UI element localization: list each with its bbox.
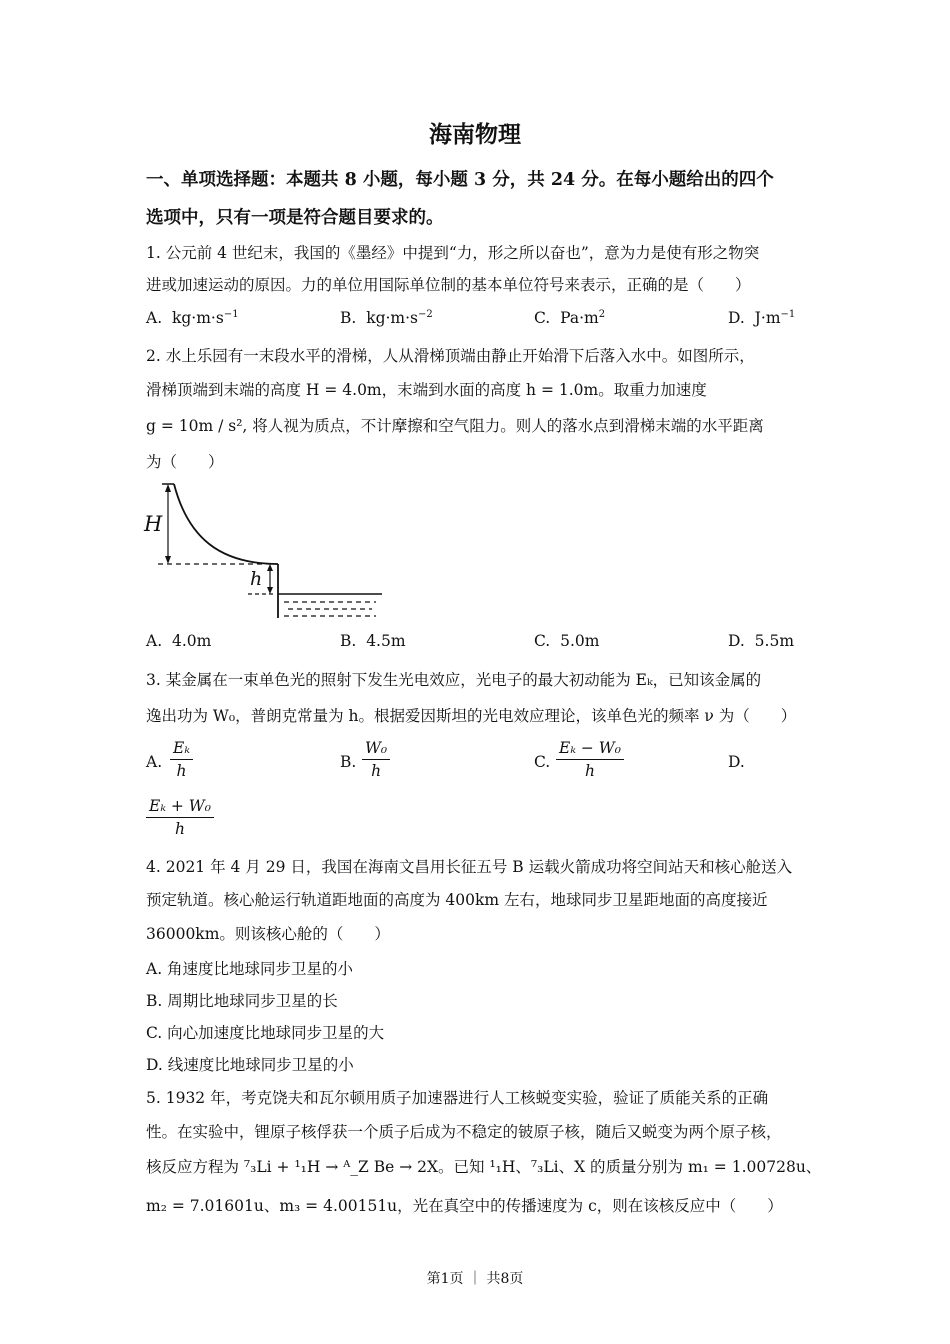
section-heading-line1: 一、单项选择题：本题共 8 小题，每小题 3 分，共 24 分。在每小题给出的四个	[146, 170, 774, 190]
page-footer: 第1页 ｜ 共8页	[426, 1271, 524, 1287]
q5-stem-line2: 性。在实验中，锂原子核俘获一个质子后成为不稳定的铍原子核，随后又蜕变为两个原子核，	[146, 1123, 782, 1141]
q4-option-b: B. 周期比地球同步卫星的长	[146, 992, 338, 1010]
q4-stem-line1: 4. 2021 年 4 月 29 日，我国在海南文昌用长征五号 B 运载火箭成功将空间站天和核心舱送入	[146, 858, 793, 876]
q1-option-d: D. $J\cdot m^{-1}$	[728, 309, 796, 328]
q1-option-c: C. $Pa\cdot m^2$	[534, 309, 606, 328]
q3-option-d-fraction: $\frac{\text{Eₖ + W₀}}{h}$	[146, 797, 214, 838]
q3-option-c-fraction: $\frac{\text{Eₖ − W₀}}{h}$	[556, 739, 624, 780]
q4-option-a: A. 角速度比地球同步卫星的小	[146, 960, 354, 978]
q4-option-c: C. 向心加速度比地球同步卫星的大	[146, 1024, 385, 1042]
q2-stem-line2: 滑梯顶端到末端的高度 H = 4.0m，末端到水面的高度 h = 1.0m。取重力加速度	[146, 381, 707, 399]
q3-stem-line1: 3. 某金属在一束单色光的照射下发生光电效应，光电子的最大初动能为 Eₖ，已知该金属的	[146, 671, 762, 689]
q1-stem-line1: 1. 公元前 4 世纪末，我国的《墨经》中提到“力，形之所以奋也”，意为力是使有形之物突	[146, 244, 760, 262]
q3-option-a-fraction: $\frac{\text{Eₖ}}{h}$	[170, 739, 193, 780]
q3-option-c-label: C.	[534, 753, 551, 771]
q4-stem-line3: 36000km。则该核心舱的（ ）	[146, 925, 390, 943]
q2-option-a: A. 4.0m	[146, 632, 212, 650]
diagram-label-H: H	[144, 512, 163, 536]
q4-option-d: D. 线速度比地球同步卫星的小	[146, 1056, 354, 1074]
q2-stem-line4: 为（ ）	[146, 453, 224, 471]
q1-option-a: A. $kg\cdot m\cdot s^{-1}$	[146, 309, 239, 328]
slide-diagram	[140, 478, 390, 623]
q3-option-b-label: B.	[340, 753, 357, 771]
q2-stem-line3: g = 10m / s², 将人视为质点，不计摩擦和空气阻力。则人的落水点到滑梯末端的水平距离	[146, 417, 764, 435]
q3-option-b-fraction: $\frac{\text{W₀}}{h}$	[362, 739, 390, 780]
q1-option-b: B. $kg\cdot m\cdot s^{-2}$	[340, 309, 433, 328]
q2-option-b: B. 4.5m	[340, 632, 406, 650]
q3-option-d-label: D.	[728, 753, 745, 771]
page-title: 海南物理	[429, 121, 521, 148]
section-heading-line2: 选项中，只有一项是符合题目要求的。	[146, 208, 444, 228]
q2-option-d: D. 5.5m	[728, 632, 795, 650]
q4-stem-line2: 预定轨道。核心舱运行轨道距地面的高度为 400km 左右，地球同步卫星距地面的高度接近	[146, 891, 768, 909]
q3-option-a-label: A.	[146, 753, 163, 771]
q5-stem-line4: m₂ = 7.01601u、m₃ = 4.00151u，光在真空中的传播速度为 c，则在该核反应中（ ）	[146, 1197, 783, 1215]
q1-stem-line2: 进或加速运动的原因。力的单位用国际单位制的基本单位符号来表示，正确的是（ ）	[146, 276, 751, 294]
q5-stem-line1: 5. 1932 年，考克饶夫和瓦尔顿用质子加速器进行人工核蜕变实验，验证了质能关系的正确	[146, 1089, 769, 1107]
q3-stem-line2: 逸出功为 W₀，普朗克常量为 h。根据爱因斯坦的光电效应理论，该单色光的频率 ν 为（ ）	[146, 707, 797, 725]
diagram-label-h: h	[250, 568, 263, 590]
q2-stem-line1: 2. 水上乐园有一末段水平的滑梯，人从滑梯顶端由静止开始滑下后落入水中。如图所示，	[146, 347, 755, 365]
q2-option-c: C. 5.0m	[534, 632, 600, 650]
q5-stem-line3: 核反应方程为 ⁷₃Li + ¹₁H → ᴬ_Z Be → 2X。已知 ¹₁H、⁷₃Li、X 的质量分别为 m₁ = 1.00728u、	[146, 1158, 822, 1176]
